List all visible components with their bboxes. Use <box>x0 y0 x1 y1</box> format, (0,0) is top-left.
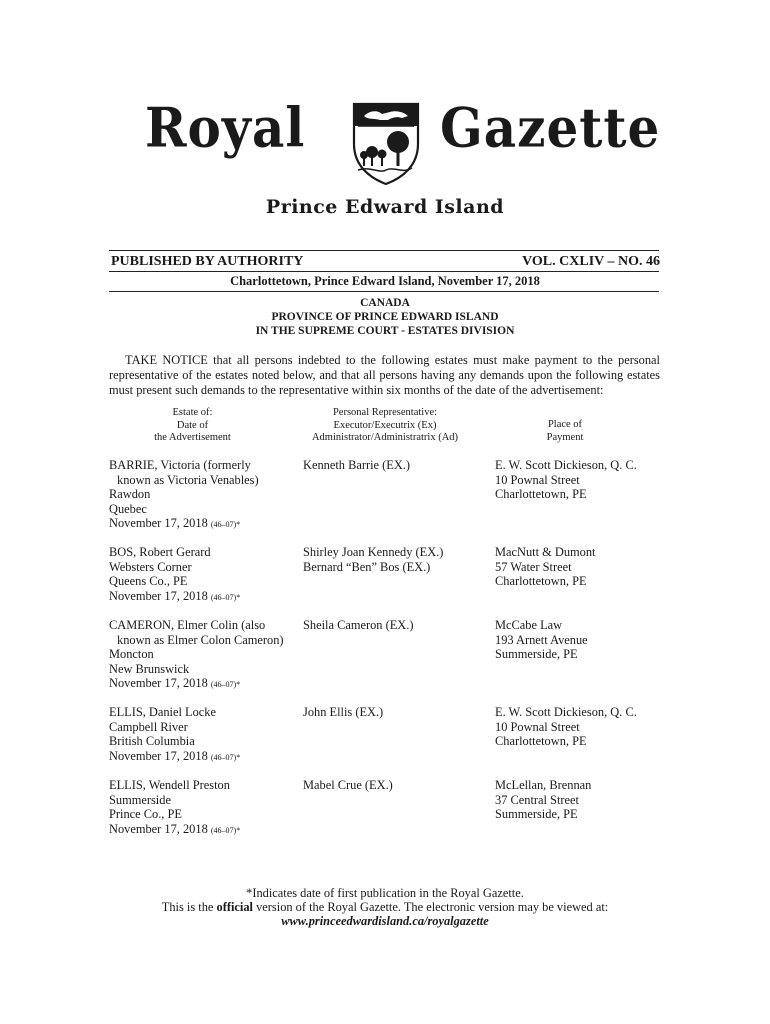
advertisement-date: November 17, 2018 <box>109 516 208 531</box>
publication-tag: (46–07)* <box>210 825 241 835</box>
payment-line: Summerside, PE <box>495 647 578 662</box>
estate-line: New Brunswick <box>109 661 190 676</box>
place-of-payment <box>495 778 665 822</box>
publication-tag: (46–07)* <box>210 520 241 530</box>
estate-name: BARRIE, Victoria (formerly <box>109 458 251 472</box>
estate-details <box>109 705 299 765</box>
column-header-payment <box>500 419 630 444</box>
gazette-url-link[interactable]: www.princeedwardisland.ca/royalgazette <box>281 914 489 928</box>
advertisement-date-line <box>109 749 299 766</box>
estate-name: CAMERON, Elmer Colin (also <box>109 618 266 632</box>
estate-line: British Columbia <box>109 734 195 749</box>
place-of-payment <box>495 705 665 749</box>
estate-line: known as Victoria Venables) <box>117 472 259 487</box>
estate-line: known as Elmer Colon Cameron) <box>117 632 284 647</box>
estate-name: ELLIS, Daniel Locke <box>109 705 217 719</box>
personal-representative <box>303 618 493 633</box>
advertisement-date: November 17, 2018 <box>109 588 208 603</box>
payment-line: Charlottetown, PE <box>495 487 587 502</box>
representative-name: Kenneth Barrie (EX.) <box>303 458 410 472</box>
payment-line: E. W. Scott Dickieson, Q. C. <box>495 705 637 719</box>
payment-line: Summerside, PE <box>495 807 578 822</box>
court-heading-division: IN THE SUPREME COURT - ESTATES DIVISION <box>255 325 515 337</box>
notice-text: TAKE NOTICE that all persons indebted to the following estates must make payment to the personal representative of the estates noted below, and that all persons having any demands upon the following estates must present such demands to the representative within six months of the date of the advertisement: <box>109 353 660 397</box>
column-header-estate <box>120 407 265 445</box>
payment-line: McLellan, Brennan <box>495 778 592 792</box>
payment-line: 10 Pownal Street <box>495 472 580 487</box>
masthead-royal: Royal <box>145 95 306 160</box>
estate-details <box>109 778 299 838</box>
payment-line: MacNutt & Dumont <box>495 545 596 559</box>
payment-line: 10 Pownal Street <box>495 719 580 734</box>
official-version-note <box>0 900 770 915</box>
estate-line: Prince Co., PE <box>109 807 182 822</box>
payment-line: 193 Arnett Avenue <box>495 632 588 647</box>
place-of-payment <box>495 545 665 589</box>
estate-line: Rawdon <box>109 487 151 502</box>
published-by-authority: PUBLISHED BY AUTHORITY <box>111 254 304 269</box>
column-header-line: Date of <box>176 419 209 431</box>
column-header-line: Administrator/Administratrix (Ad) <box>311 432 459 443</box>
personal-representative <box>303 458 493 473</box>
court-heading-canada: CANADA <box>360 297 410 309</box>
payment-line: E. W. Scott Dickieson, Q. C. <box>495 458 637 472</box>
estate-line: Campbell River <box>109 719 188 734</box>
volume-number: VOL. CXLIV – NO. 46 <box>522 254 660 269</box>
estate-line: Queens Co., PE <box>109 574 188 589</box>
publication-tag: (46–07)* <box>210 680 241 690</box>
publication-tag: (46–07)* <box>210 592 241 602</box>
official-note-post: version of the Royal Gazette. The electronic version may be viewed at: <box>253 900 609 914</box>
column-header-line: Personal Representative: <box>332 407 438 418</box>
representative-name: John Ellis (EX.) <box>303 705 384 719</box>
notice-paragraph <box>109 353 660 398</box>
payment-line: 37 Central Street <box>495 792 579 807</box>
representative-name: Shirley Joan Kennedy (EX.) <box>303 545 444 559</box>
personal-representative <box>303 778 493 793</box>
publication-tag: (46–07)* <box>210 752 241 762</box>
advertisement-date: November 17, 2018 <box>109 676 208 691</box>
representative-name: Mabel Crue (EX.) <box>303 778 393 792</box>
personal-representative <box>303 705 493 720</box>
dateline: Charlottetown, Prince Edward Island, November 17, 2018 <box>230 274 540 288</box>
pei-coat-of-arms-icon <box>350 100 422 186</box>
masthead-subtitle: Prince Edward Island <box>265 196 505 218</box>
advertisement-date-line <box>109 589 299 606</box>
column-header-line: Payment <box>546 431 584 443</box>
official-note-pre: This is the <box>161 900 217 914</box>
personal-representative <box>303 545 493 574</box>
column-header-line: Place of <box>547 419 583 430</box>
court-heading-province: PROVINCE OF PRINCE EDWARD ISLAND <box>271 311 499 323</box>
column-header-line: the Advertisement <box>154 432 231 443</box>
advertisement-date: November 17, 2018 <box>109 821 208 836</box>
header-bottom-rule <box>109 291 659 292</box>
place-of-payment <box>495 618 665 662</box>
representative-name: Bernard “Ben” Bos (EX.) <box>303 559 431 574</box>
estate-name: ELLIS, Wendell Preston <box>109 778 230 792</box>
estate-details <box>109 618 299 693</box>
advertisement-date-line <box>109 822 299 839</box>
column-header-line: Executor/Executrix (Ex) <box>333 419 437 431</box>
payment-line: McCabe Law <box>495 618 563 632</box>
estate-line: Summerside <box>109 792 171 807</box>
payment-line: Charlottetown, PE <box>495 574 587 589</box>
column-header-representative <box>280 407 490 445</box>
advertisement-date-line <box>109 676 299 693</box>
payment-line: 57 Water Street <box>495 559 572 574</box>
column-header-line: Estate of: <box>172 407 213 418</box>
estate-name: BOS, Robert Gerard <box>109 545 211 559</box>
advertisement-date: November 17, 2018 <box>109 748 208 763</box>
estate-details <box>109 458 299 533</box>
advertisement-date-line <box>109 516 299 533</box>
official-word: official <box>216 900 254 914</box>
estate-details <box>109 545 299 605</box>
estate-line: Moncton <box>109 647 154 662</box>
estate-line: Websters Corner <box>109 559 192 574</box>
header-top-rule <box>109 250 659 251</box>
asterisk-note: *Indicates date of first publication in the Royal Gazette. <box>246 886 524 900</box>
estate-line: Quebec <box>109 501 147 516</box>
place-of-payment <box>495 458 665 502</box>
representative-name: Sheila Cameron (EX.) <box>303 618 414 632</box>
header-mid-rule <box>109 271 659 272</box>
masthead-gazette: Gazette <box>440 95 661 160</box>
payment-line: Charlottetown, PE <box>495 734 587 749</box>
